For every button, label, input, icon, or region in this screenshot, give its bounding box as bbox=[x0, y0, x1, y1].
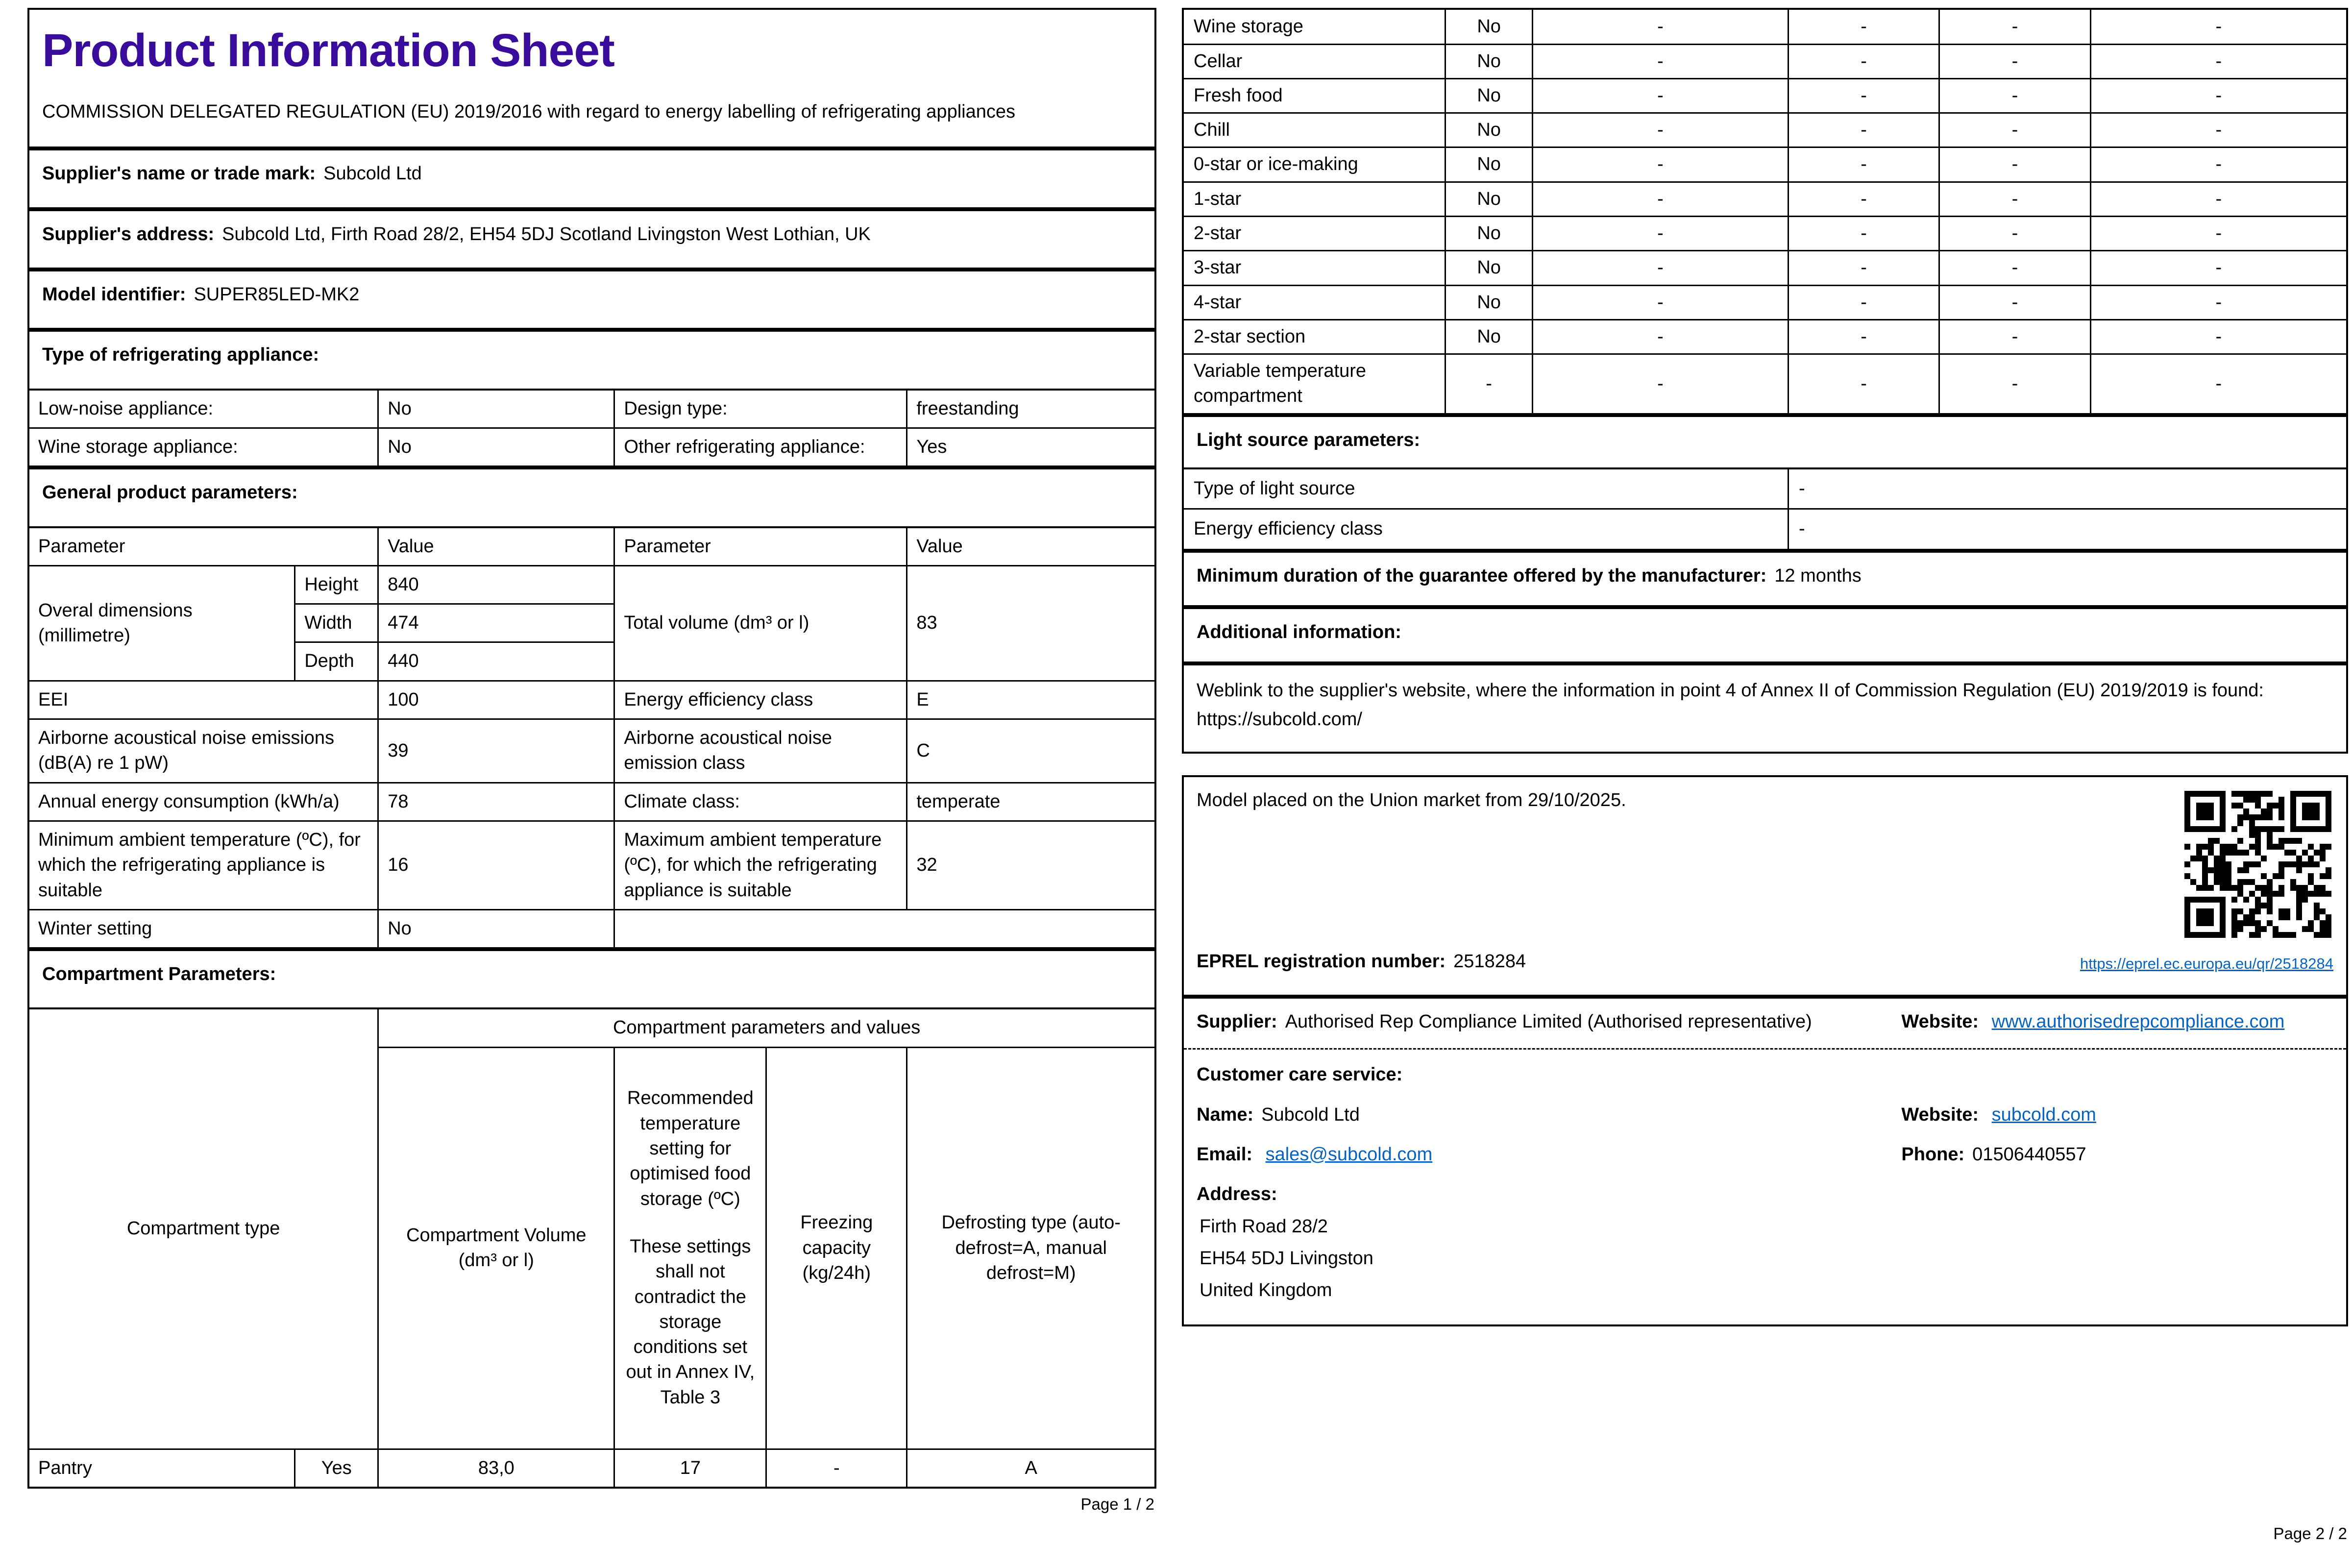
cell-value: - bbox=[1939, 319, 2090, 354]
param-label: Type of light source bbox=[1184, 469, 1788, 509]
address-line: United Kingdom bbox=[1200, 1280, 1332, 1301]
compartment-present: No bbox=[1446, 285, 1533, 319]
name-label: Name: bbox=[1197, 1104, 1254, 1125]
phone-value: 01506440557 bbox=[1972, 1144, 2086, 1165]
page-1-footer: Page 1 / 2 bbox=[1080, 1495, 1154, 1514]
compartment-present: Yes bbox=[295, 1449, 378, 1487]
type-table-section bbox=[29, 391, 1154, 470]
param-label: Other refrigerating appliance: bbox=[614, 428, 907, 466]
guarantee-value: 12 months bbox=[1774, 565, 1862, 586]
compartment-row-label: 1-star bbox=[1184, 182, 1446, 216]
dimension-key: Width bbox=[295, 604, 378, 642]
phone-label: Phone: bbox=[1901, 1144, 1965, 1165]
cell-value: - bbox=[1533, 182, 1788, 216]
compartment-freezing: - bbox=[766, 1449, 907, 1487]
compartment-row-label: 2-star bbox=[1184, 216, 1446, 250]
model-identifier-row bbox=[29, 271, 1154, 332]
param-value: 39 bbox=[378, 719, 614, 783]
model-identifier-label: Model identifier: bbox=[42, 284, 186, 305]
param-label: Wine storage appliance: bbox=[29, 428, 378, 466]
table-row bbox=[1184, 147, 2346, 182]
page-2 bbox=[1182, 8, 2348, 1543]
appliance-type-table bbox=[29, 391, 1154, 466]
care-contact-row bbox=[1197, 1142, 2333, 1167]
supplier-info bbox=[1197, 1009, 1901, 1034]
compartment-defrost: A bbox=[907, 1449, 1154, 1487]
table-header-row bbox=[29, 528, 1154, 566]
additional-info-heading: Additional information: bbox=[1184, 609, 2346, 665]
email-link[interactable]: sales@subcold.com bbox=[1265, 1144, 1433, 1165]
cell-value: - bbox=[1788, 182, 1939, 216]
table-row bbox=[1184, 78, 2346, 113]
eprel-label: EPREL registration number: bbox=[1197, 951, 1446, 972]
page-gap bbox=[1182, 754, 2348, 775]
compartment-continuation-table bbox=[1184, 10, 2346, 413]
compartment-temperature: 17 bbox=[614, 1449, 766, 1487]
table-row bbox=[1184, 10, 2346, 44]
table-row bbox=[29, 681, 1154, 719]
compartment-present: No bbox=[1446, 10, 1533, 44]
param-label: Energy efficiency class bbox=[614, 681, 907, 719]
param-value: No bbox=[378, 391, 614, 428]
care-website bbox=[1901, 1102, 2096, 1127]
cell-value: - bbox=[2090, 147, 2346, 182]
compartment-type-header: Compartment type bbox=[29, 1009, 378, 1449]
supplier-name-label: Supplier's name or trade mark: bbox=[42, 163, 316, 184]
supplier-value: Authorised Rep Compliance Limited (Authorised representative) bbox=[1285, 1011, 1812, 1032]
supplier-label: Supplier: bbox=[1197, 1011, 1277, 1032]
page-2-top-sheet bbox=[1182, 8, 2348, 754]
care-website-link[interactable]: subcold.com bbox=[1991, 1104, 2096, 1125]
compartment-row-label: Cellar bbox=[1184, 44, 1446, 78]
supplier-address-label: Supplier's address: bbox=[42, 223, 215, 245]
compartment-type: Pantry bbox=[29, 1449, 295, 1487]
param-value: No bbox=[378, 909, 614, 947]
compartment-present: No bbox=[1446, 78, 1533, 113]
dimension-key: Depth bbox=[295, 642, 378, 681]
weblink-text: Weblink to the supplier's website, where the information in point 4 of Annex II of Commission Regulation (EU) 2019/2019 is found: bbox=[1197, 680, 2264, 701]
table-row bbox=[1184, 319, 2346, 354]
page-1 bbox=[27, 8, 1156, 1516]
freezing-header: Freezing capacity (kg/24h) bbox=[766, 1047, 907, 1449]
temperature-header bbox=[614, 1047, 766, 1449]
param-value: 32 bbox=[907, 821, 1154, 909]
model-identifier-value: SUPER85LED-MK2 bbox=[194, 284, 360, 305]
table-row bbox=[29, 428, 1154, 466]
header-section bbox=[29, 10, 1154, 150]
column-header: Parameter bbox=[614, 528, 907, 566]
page-2-bottom-sheet bbox=[1182, 775, 2348, 1326]
light-source-heading: Light source parameters: bbox=[1184, 417, 2346, 469]
general-parameters-table bbox=[29, 528, 1154, 948]
compartment-present: No bbox=[1446, 147, 1533, 182]
dimensions-label: Overal dimensions (millimetre) bbox=[29, 565, 295, 681]
name-value: Subcold Ltd bbox=[1261, 1104, 1360, 1125]
qr-code bbox=[2184, 791, 2331, 938]
cell-value: - bbox=[1939, 182, 2090, 216]
column-header: Parameter bbox=[29, 528, 378, 566]
total-volume-label: Total volume (dm³ or l) bbox=[614, 565, 907, 681]
table-row bbox=[1184, 44, 2346, 78]
param-value: - bbox=[1788, 469, 2346, 509]
cell-value: - bbox=[1533, 319, 1788, 354]
cell-value: - bbox=[1788, 319, 1939, 354]
column-header: Value bbox=[378, 528, 614, 566]
cell-value: - bbox=[2090, 78, 2346, 113]
param-value: 100 bbox=[378, 681, 614, 719]
param-label: Maximum ambient temperature (ºC), for which the refrigerating appliance is suitable bbox=[614, 821, 907, 909]
compartment-present: No bbox=[1446, 113, 1533, 147]
eprel-link[interactable]: https://eprel.ec.europa.eu/qr/2518284 bbox=[2080, 955, 2333, 973]
param-label: EEI bbox=[29, 681, 378, 719]
compartment-continuation-section bbox=[1184, 10, 2346, 417]
care-website-label: Website: bbox=[1901, 1104, 1979, 1125]
cell-value: - bbox=[1533, 78, 1788, 113]
compartment-volume: 83,0 bbox=[378, 1449, 614, 1487]
table-row bbox=[29, 783, 1154, 821]
supplier-section bbox=[1184, 999, 2346, 1048]
supplier-address-row bbox=[29, 211, 1154, 271]
param-value: temperate bbox=[907, 783, 1154, 821]
compartment-present: No bbox=[1446, 251, 1533, 285]
compartment-heading: Compartment Parameters: bbox=[29, 951, 1154, 1009]
light-source-table bbox=[1184, 469, 2346, 549]
care-name bbox=[1197, 1102, 1901, 1127]
param-label: Airborne acoustical noise emissions (dB(A) re 1 pW) bbox=[29, 719, 378, 783]
cell-value: - bbox=[1788, 285, 1939, 319]
param-label: Design type: bbox=[614, 391, 907, 428]
cell-value: - bbox=[2090, 182, 2346, 216]
cell-value: - bbox=[1939, 147, 2090, 182]
param-value: No bbox=[378, 428, 614, 466]
general-table-section bbox=[29, 528, 1154, 952]
param-value: 16 bbox=[378, 821, 614, 909]
param-value: - bbox=[1788, 509, 2346, 549]
guarantee-row bbox=[1184, 553, 2346, 609]
supplier-website-link[interactable]: www.authorisedrepcompliance.com bbox=[1991, 1011, 2285, 1032]
param-value: Yes bbox=[907, 428, 1154, 466]
cell-value: - bbox=[2090, 319, 2346, 354]
page-title: Product Information Sheet bbox=[42, 24, 614, 76]
cell-value: - bbox=[1533, 113, 1788, 147]
light-source-table-section bbox=[1184, 469, 2346, 553]
cell-value: - bbox=[1788, 216, 1939, 250]
compartment-row-label: 2-star section bbox=[1184, 319, 1446, 354]
care-phone bbox=[1901, 1142, 2086, 1167]
param-label: Minimum ambient temperature (ºC), for which the refrigerating appliance is suitable bbox=[29, 821, 378, 909]
cell-value: - bbox=[2090, 216, 2346, 250]
cell-value: - bbox=[1939, 354, 2090, 413]
guarantee-label: Minimum duration of the guarantee offered by the manufacturer: bbox=[1197, 565, 1767, 586]
weblink-url: https://subcold.com/ bbox=[1197, 709, 1362, 730]
cell-value: - bbox=[1788, 354, 1939, 413]
cell-value: - bbox=[1788, 251, 1939, 285]
eprel-value: 2518284 bbox=[1453, 951, 1526, 972]
empty-cell bbox=[614, 909, 1154, 947]
type-heading: Type of refrigerating appliance: bbox=[29, 332, 1154, 390]
table-row bbox=[1184, 354, 2346, 413]
table-row bbox=[29, 391, 1154, 428]
address-line: EH54 5DJ Livingston bbox=[1200, 1248, 1373, 1269]
cell-value: - bbox=[1939, 251, 2090, 285]
market-section bbox=[1184, 777, 2346, 999]
cell-value: - bbox=[1939, 44, 2090, 78]
compartment-row-label: Fresh food bbox=[1184, 78, 1446, 113]
compartment-present: No bbox=[1446, 44, 1533, 78]
cell-value: - bbox=[1939, 78, 2090, 113]
table-row bbox=[29, 1449, 1154, 1487]
cell-value: - bbox=[2090, 10, 2346, 44]
compartment-row-label: 3-star bbox=[1184, 251, 1446, 285]
care-email bbox=[1197, 1142, 1901, 1167]
cell-value: - bbox=[1939, 285, 2090, 319]
param-label: Annual energy consumption (kWh/a) bbox=[29, 783, 378, 821]
table-row bbox=[1184, 469, 2346, 509]
param-label: Low-noise appliance: bbox=[29, 391, 378, 428]
cell-value: - bbox=[1533, 251, 1788, 285]
supplier-website bbox=[1901, 1009, 2333, 1034]
param-value: 78 bbox=[378, 783, 614, 821]
customer-care-section bbox=[1184, 1048, 2346, 1324]
table-row bbox=[29, 821, 1154, 909]
eprel-row bbox=[1197, 949, 2333, 974]
supplier-name-value: Subcold Ltd bbox=[323, 163, 422, 184]
address-label: Address: bbox=[1197, 1184, 1277, 1205]
cell-value: - bbox=[1788, 78, 1939, 113]
compartment-parameters-table bbox=[29, 1009, 1154, 1487]
compartment-row-label: 0-star or ice-making bbox=[1184, 147, 1446, 182]
compartment-table-section bbox=[29, 1009, 1154, 1487]
compartment-present: No bbox=[1446, 182, 1533, 216]
cell-value: - bbox=[2090, 354, 2346, 413]
supplier-address-value: Subcold Ltd, Firth Road 28/2, EH54 5DJ Scotland Livingston West Lothian, UK bbox=[222, 223, 871, 245]
compartment-present: - bbox=[1446, 354, 1533, 413]
regulation-text: COMMISSION DELEGATED REGULATION (EU) 2019/2016 with regard to energy labelling of refrigerating appliances bbox=[42, 101, 1015, 122]
cell-value: - bbox=[1533, 44, 1788, 78]
weblink-section bbox=[1184, 665, 2346, 752]
eprel-registration bbox=[1197, 949, 1526, 974]
table-header-row bbox=[29, 1009, 1154, 1047]
cell-value: - bbox=[1939, 10, 2090, 44]
cell-value: - bbox=[1788, 44, 1939, 78]
cell-value: - bbox=[1533, 10, 1788, 44]
param-label: Energy efficiency class bbox=[1184, 509, 1788, 549]
table-row bbox=[1184, 285, 2346, 319]
page-1-sheet bbox=[27, 8, 1156, 1489]
cell-value: - bbox=[1533, 354, 1788, 413]
table-row bbox=[1184, 113, 2346, 147]
compartment-present: No bbox=[1446, 319, 1533, 354]
param-label: Climate class: bbox=[614, 783, 907, 821]
dimension-key: Height bbox=[295, 565, 378, 604]
column-header: Value bbox=[907, 528, 1154, 566]
supplier-name-row bbox=[29, 150, 1154, 211]
cell-value: - bbox=[1788, 113, 1939, 147]
cell-value: - bbox=[1788, 10, 1939, 44]
general-heading: General product parameters: bbox=[29, 469, 1154, 528]
compartment-row-label: Variable temperature compartment bbox=[1184, 354, 1446, 413]
compartment-row-label: Wine storage bbox=[1184, 10, 1446, 44]
cell-value: - bbox=[2090, 44, 2346, 78]
cell-value: - bbox=[1533, 216, 1788, 250]
cell-value: - bbox=[1788, 147, 1939, 182]
customer-care-heading: Customer care service: bbox=[1197, 1064, 1403, 1085]
page-2-footer: Page 2 / 2 bbox=[2273, 1524, 2347, 1543]
table-row bbox=[29, 719, 1154, 783]
param-label: Airborne acoustical noise emission class bbox=[614, 719, 907, 783]
table-row bbox=[1184, 216, 2346, 250]
table-row bbox=[1184, 182, 2346, 216]
compartment-row-label: 4-star bbox=[1184, 285, 1446, 319]
cell-value: - bbox=[2090, 285, 2346, 319]
table-row bbox=[29, 909, 1154, 947]
cell-value: - bbox=[1939, 216, 2090, 250]
cell-value: - bbox=[1533, 285, 1788, 319]
temperature-header-part1: Recommended temperature setting for optimised food storage (ºC) bbox=[627, 1088, 754, 1209]
email-label: Email: bbox=[1197, 1144, 1253, 1165]
dimension-value: 474 bbox=[378, 604, 614, 642]
dimension-value: 440 bbox=[378, 642, 614, 681]
group-header: Compartment parameters and values bbox=[378, 1009, 1154, 1047]
temperature-header-part2: These settings shall not contradict the storage conditions set out in Annex IV, Table 3 bbox=[626, 1236, 755, 1408]
table-row bbox=[1184, 251, 2346, 285]
table-row bbox=[1184, 509, 2346, 549]
cell-value: - bbox=[2090, 113, 2346, 147]
defrost-header: Defrosting type (auto-defrost=A, manual defrost=M) bbox=[907, 1047, 1154, 1449]
care-address bbox=[1197, 1182, 2333, 1303]
param-value: C bbox=[907, 719, 1154, 783]
total-volume-value: 83 bbox=[907, 565, 1154, 681]
compartment-row-label: Chill bbox=[1184, 113, 1446, 147]
dimension-value: 840 bbox=[378, 565, 614, 604]
care-name-row bbox=[1197, 1102, 2333, 1127]
param-value: freestanding bbox=[907, 391, 1154, 428]
cell-value: - bbox=[2090, 251, 2346, 285]
compartment-present: No bbox=[1446, 216, 1533, 250]
website-label: Website: bbox=[1901, 1011, 1979, 1032]
table-row bbox=[29, 565, 1154, 604]
param-label: Winter setting bbox=[29, 909, 378, 947]
param-value: E bbox=[907, 681, 1154, 719]
address-line: Firth Road 28/2 bbox=[1200, 1216, 1328, 1237]
market-text: Model placed on the Union market from 29/10/2025. bbox=[1197, 790, 1626, 811]
volume-header: Compartment Volume (dm³ or l) bbox=[378, 1047, 614, 1449]
cell-value: - bbox=[1939, 113, 2090, 147]
cell-value: - bbox=[1533, 147, 1788, 182]
